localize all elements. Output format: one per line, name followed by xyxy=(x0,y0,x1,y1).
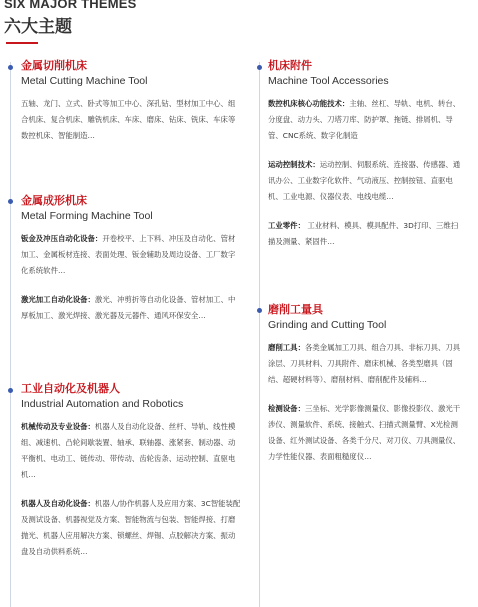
paragraph-label: 数控机床核心功能技术： xyxy=(268,99,350,108)
bullet-dot xyxy=(257,65,262,70)
left-timeline-line xyxy=(10,62,11,607)
section-title-en: Grinding and Cutting Tool xyxy=(268,319,387,331)
section-text: 五轴、龙门、立式、卧式等加工中心、深孔钻、型材加工中心、组合机床、复合机床、雕铣机床、车床、磨床、钻床、铣床、车床等数控机床、智能制造… xyxy=(21,99,236,140)
paragraph-text: 运动控制、伺服系统、连接器、传感器、通讯办公、工业数字化软件、气动液压、控制按钮、直驱电机、工业电源、仪器仪表、电线电缆… xyxy=(268,160,461,201)
section-title-cn: 金属切削机床 xyxy=(21,59,87,72)
section-metal-forming xyxy=(21,194,241,337)
paragraph xyxy=(268,340,463,388)
section-grinding-cutting xyxy=(268,303,463,478)
paragraph-label: 运动控制技术： xyxy=(268,160,320,169)
bullet-dot xyxy=(257,308,262,313)
paragraph-text: 机器人及自动化设备、丝杆、导轨、线性模组、减速机、凸轮间歇装置、轴承、联轴器、涨紧套、制动器、动平衡机、电动工、链传动、带传动、齿轮齿条、运动控制、直驱电机… xyxy=(21,422,236,479)
paragraph-label: 激光加工自动化设备： xyxy=(21,295,95,304)
paragraph-label: 检测设备： xyxy=(268,404,305,413)
bullet-dot xyxy=(8,388,13,393)
paragraph xyxy=(268,218,463,250)
paragraph-text: 主轴、丝杠、导轨、电机、转台、分度盘、动力头、刀塔刀库、防护罩、拖链、排屑机、导管、CNC系统、数字化制造 xyxy=(268,99,461,140)
paragraph-label: 机器人及自动化设备： xyxy=(21,499,95,508)
paragraph-text: 三坐标、光学影像测量仪、影像投影仪、激光干涉仪、测量软件、系统、接触式、扫描式测量臂、X光检测设备、红外测试设备、各类千分尺、对刀仪、刀具测量仪、力学性能仪器、表面粗糙度仪… xyxy=(268,404,461,461)
paragraph-text: 机器人/协作机器人及应用方案、3C智能装配及测试设备、机器视觉及方案、智能物流与包装、智能焊接、打磨抛光、机器人应用解决方案、锁螺丝、焊锡、点胶解决方案、振动盘及自动供料系统… xyxy=(21,499,241,556)
section-title-en: Metal Forming Machine Tool xyxy=(21,210,153,222)
paragraph-label: 磨削工具： xyxy=(268,343,305,352)
section-machine-tool-accessories xyxy=(268,59,463,263)
section-metal-cutting xyxy=(21,59,241,157)
section-title-en: Machine Tool Accessories xyxy=(268,75,389,87)
paragraph xyxy=(21,419,241,483)
paragraph xyxy=(268,401,463,465)
bullet-dot xyxy=(8,65,13,70)
header-title-en: SIX MAJOR THEMES xyxy=(4,0,137,11)
section-title-en: Metal Cutting Machine Tool xyxy=(21,75,148,87)
section-title-cn: 机床附件 xyxy=(268,59,312,72)
section-title-en: Industrial Automation and Robotics xyxy=(21,398,184,410)
right-timeline-line xyxy=(259,62,260,607)
section-title-cn: 金属成形机床 xyxy=(21,194,87,207)
paragraph-text: 激光、冲剪折等自动化设备、管材加工、中厚板加工、激光焊接、激光器及元器件、通风环保安全… xyxy=(21,295,236,320)
paragraph xyxy=(21,231,241,279)
section-title-cn: 工业自动化及机器人 xyxy=(21,382,120,395)
paragraph-label: 机械传动及专业设备： xyxy=(21,422,95,431)
section-industrial-automation xyxy=(21,382,241,573)
paragraph-text: 开卷校平、上下料、冲压及自动化、管材加工、金属板材连接、表面处理、钣金辅助及周边设备、工厂数字化系统软件… xyxy=(21,234,236,275)
bullet-dot xyxy=(8,199,13,204)
paragraph-label: 钣金及冲压自动化设备： xyxy=(21,234,103,243)
paragraph xyxy=(268,157,463,205)
paragraph-text: 各类金属加工刀具、组合刀具、非标刀具、刀具涂层、刀具材料、刀具附件、磨床机械、各类型磨具（固结、超硬材料等）、磨削材料、磨削配件及辅料… xyxy=(268,343,461,384)
paragraph-label: 工业零件： xyxy=(268,221,305,230)
paragraph xyxy=(268,96,463,144)
header-accent-bar xyxy=(6,42,38,44)
paragraph xyxy=(21,292,241,324)
paragraph xyxy=(21,496,241,560)
header-title-cn: 六大主题 xyxy=(4,17,72,37)
paragraph-text: 工业材料、模具、模具配件、3D打印、三维扫描及测量、紧固件… xyxy=(268,221,459,246)
section-title-cn: 磨削工量具 xyxy=(268,303,323,316)
